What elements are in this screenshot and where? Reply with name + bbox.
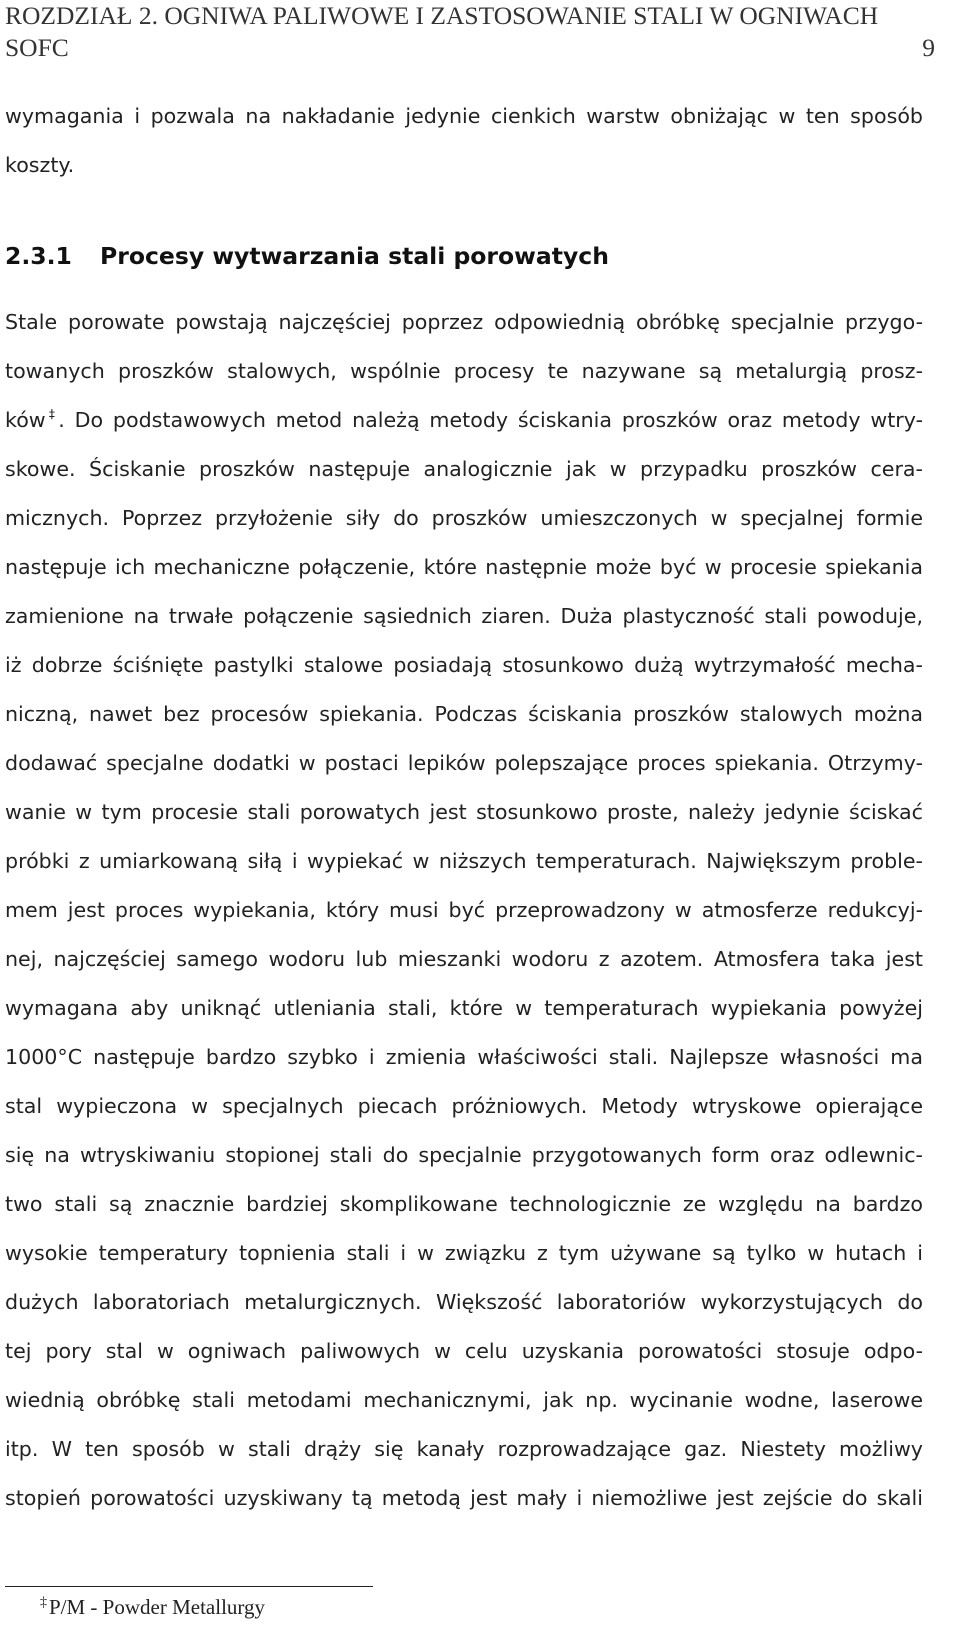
paragraph-line: wiednią obróbkę stali metodami mechanicznymi, jak np. wycinanie wodne, laserowe <box>5 1388 923 1412</box>
footnote-reference: ‡ <box>45 407 59 421</box>
paragraph-line: 1000°C następuje bardzo szybko i zmienia właściwości stali. Najlepsze własności ma <box>5 1045 923 1069</box>
section-title: Procesy wytwarzania stali porowatych <box>100 242 609 270</box>
footnote-separator <box>5 1586 373 1587</box>
footnote-text: P/M - Powder Metallurgy <box>49 1595 266 1619</box>
paragraph-line: skowe. Ściskanie proszków następuje analogicznie jak w przypadku proszków cera- <box>5 457 923 481</box>
paragraph-line: stal wypieczona w specjalnych piecach próżniowych. Metody wtryskowe opierające <box>5 1094 923 1118</box>
paragraph-line: tej pory stal w ogniwach paliwowych w celu uzyskania porowatości stosuje odpo- <box>5 1339 923 1363</box>
line-text-start: ków <box>5 408 46 432</box>
paragraph-line <box>5 400 923 440</box>
running-header <box>5 0 935 64</box>
paragraph-line: niczną, nawet bez procesów spiekania. Podczas ściskania proszków stalowych można <box>5 702 923 726</box>
paragraph-line: towanych proszków stalowych, wspólnie procesy te nazywane są metalurgią prosz- <box>5 359 923 383</box>
paragraph-line: wanie w tym procesie stali porowatych jest stosunkowo proste, należy jedynie ściskać <box>5 800 923 824</box>
paragraph-line: iż dobrze ściśnięte pastylki stalowe posiadają stosunkowo dużą wytrzymałość mecha- <box>5 653 923 677</box>
paragraph-line: dużych laboratoriach metalurgicznych. Większość laboratoriów wykorzystujących do <box>5 1290 923 1314</box>
page-number: 9 <box>922 33 935 62</box>
section-heading <box>5 236 609 276</box>
intro-line: koszty. <box>5 153 75 177</box>
paragraph-line: się na wtryskiwaniu stopionej stali do specjalnie przygotowanych form oraz odlewnic- <box>5 1143 923 1167</box>
footnote-mark: ‡ <box>40 1595 47 1610</box>
paragraph-line: próbki z umiarkowaną siłą i wypiekać w niższych temperaturach. Największym proble- <box>5 849 923 873</box>
paragraph-line: wysokie temperatury topnienia stali i w związku z tym używane są tylko w hutach i <box>5 1241 923 1265</box>
paragraph-line: nej, najczęściej samego wodoru lub mieszanki wodoru z azotem. Atmosfera taka jest <box>5 947 923 971</box>
chapter-title-continued: SOFC <box>5 33 69 62</box>
chapter-title: ROZDZIAŁ 2. OGNIWA PALIWOWE I ZASTOSOWANIE STALI W OGNIWACH <box>5 1 879 30</box>
line-text-end: . Do podstawowych metod należą metody ściskania proszków oraz metody wtry- <box>58 408 924 432</box>
paragraph-line: stopień porowatości uzyskiwany tą metodą jest mały i niemożliwe jest zejście do skali <box>5 1486 923 1510</box>
paragraph-line: dodawać specjalne dodatki w postaci lepików polepszające proces spiekania. Otrzymy- <box>5 751 923 775</box>
paragraph-line: two stali są znacznie bardziej skomplikowane technologicznie ze względu na bardzo <box>5 1192 923 1216</box>
section-number: 2.3.1 <box>5 242 72 270</box>
paragraph-line: Stale porowate powstają najczęściej poprzez odpowiednią obróbkę specjalnie przygo- <box>5 310 923 334</box>
paragraph-line: mem jest proces wypiekania, który musi być przeprowadzony w atmosferze redukcyj- <box>5 898 923 922</box>
footnote <box>40 1592 265 1622</box>
paragraph-line: micznych. Poprzez przyłożenie siły do proszków umieszczonych w specjalnej formie <box>5 506 923 530</box>
paragraph-line: zamienione na trwałe połączenie sąsiednich ziaren. Duża plastyczność stali powoduje, <box>5 604 923 628</box>
paragraph-line: itp. W ten sposób w stali drąży się kanały rozprowadzające gaz. Niestety możliwy <box>5 1437 923 1461</box>
paragraph-line: wymagana aby uniknąć utleniania stali, które w temperaturach wypiekania powyżej <box>5 996 923 1020</box>
intro-line: wymagania i pozwala na nakładanie jedynie cienkich warstw obniżając w ten sposób <box>5 104 923 128</box>
paragraph-line: następuje ich mechaniczne połączenie, które następnie może być w procesie spiekania <box>5 555 923 579</box>
